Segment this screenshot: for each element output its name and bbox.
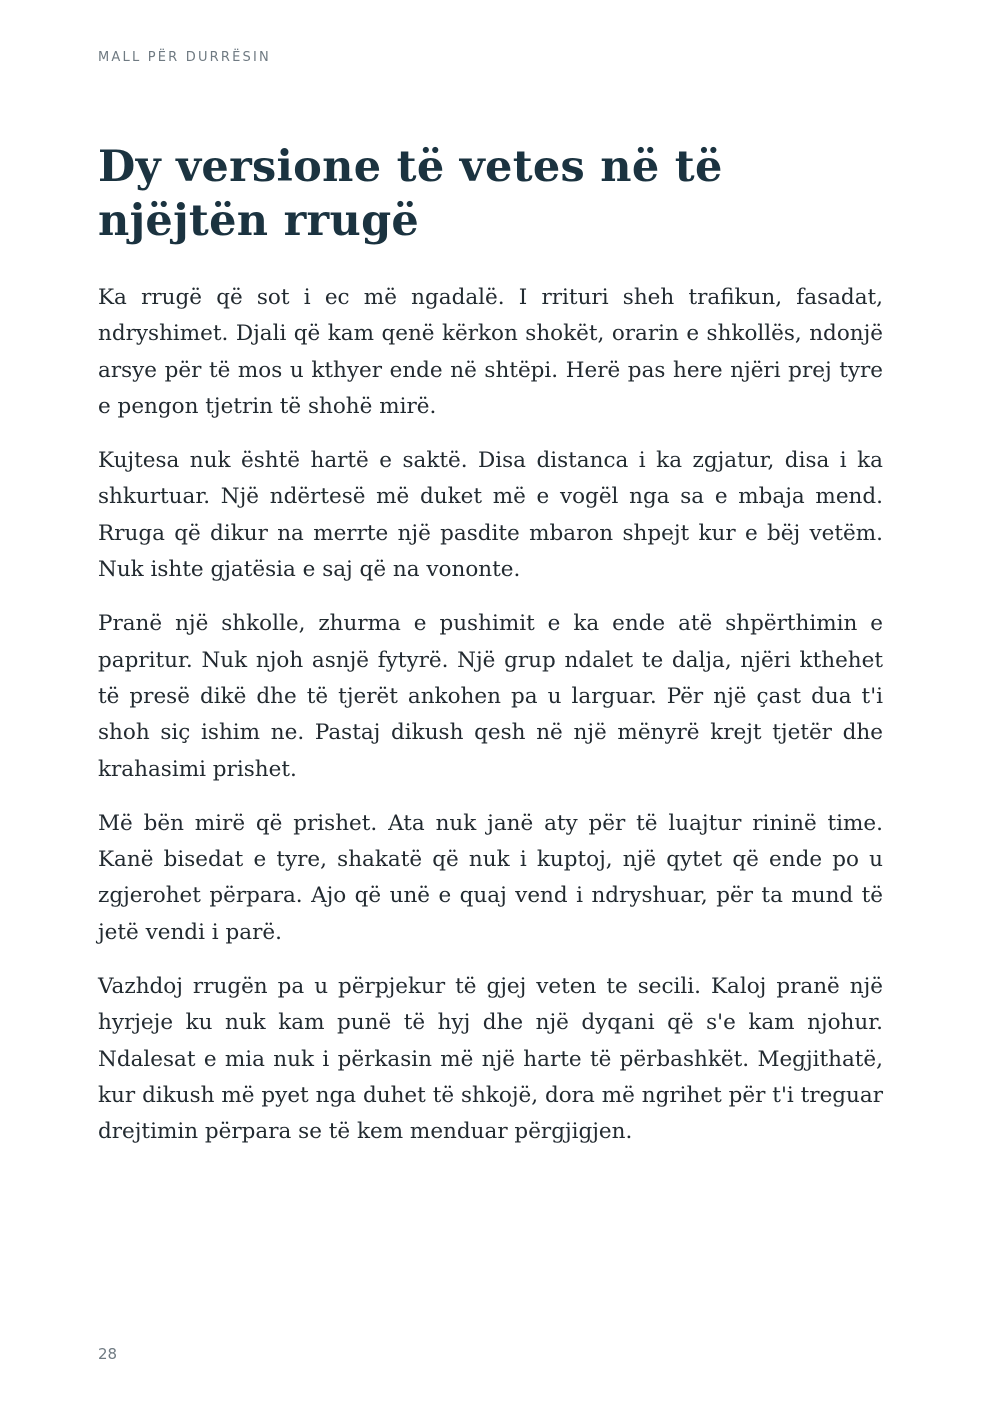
- paragraph: Më bën mirë që prishet. Ata nuk janë aty për të luajtur rininë time. Kanë bisedat e tyre, shakatë që nuk i kuptoj, një qytet që ende po u zgjerohet përpara. Ajo që unë e quaj vend i ndryshuar, për ta mund të jetë vendi i parë.: [98, 810, 883, 945]
- page-number: 28: [98, 1345, 118, 1363]
- chapter-title: Dy versione të vetes në të njëjtën rrugë: [98, 142, 723, 246]
- chapter-body: [98, 280, 883, 1169]
- paragraph: Vazhdoj rrugën pa u përpjekur të gjej veten te secili. Kaloj pranë një hyrjeje ku nuk kam punë të hyj dhe një dyqani që s'e kam njohur. Ndalesat e mia nuk i përkasin më një harte të përbashkët. Megjithatë, kur dikush më pyet nga duhet të shkojë, dora më ngrihet për t'i treguar drejtimin përpara se të kem menduar përgjigjen.: [98, 974, 883, 1145]
- paragraph: Pranë një shkolle, zhurma e pushimit e ka ende atë shpërthimin e papritur. Nuk njoh asnjë fytyrë. Një grup ndalet te dalja, njëri kthehet të presë dikë dhe të tjerët ankohen pa u larguar. Për një çast dua t'i shoh siç ishim ne. Pastaj dikush qesh në një mënyrë krejt tjetër dhe krahasimi prishet.: [98, 611, 883, 782]
- paragraph: Ka rrugë që sot i ec më ngadalë. I rrituri sheh trafikun, fasadat, ndryshimet. Djali që kam qenë kërkon shokët, orarin e shkollës, ndonjë arsye për të mos u kthyer ende në shtëpi. Herë pas here njëri prej tyre e pengon tjetrin të shohë mirë.: [98, 285, 883, 419]
- running-header: MALL PËR DURRËSIN: [98, 50, 271, 65]
- paragraph: Kujtesa nuk është hartë e saktë. Disa distanca i ka zgjatur, disa i ka shkurtuar. Një ndërtesë më duket më e vogël nga sa e mbaja mend. Rruga që dikur na merrte një pasdite mbaron shpejt kur e bëj vetëm. Nuk ishte gjatësia e saj që na vononte.: [98, 448, 883, 583]
